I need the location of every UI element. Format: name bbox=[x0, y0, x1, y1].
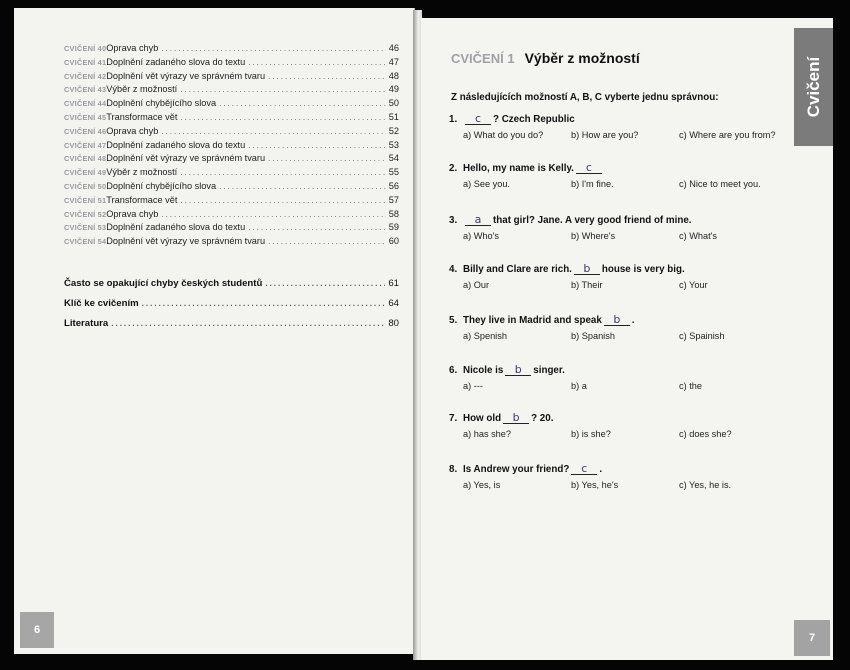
option-a: a) What do you do? bbox=[463, 130, 544, 140]
question-item bbox=[449, 264, 789, 296]
question-after: singer. bbox=[533, 365, 565, 376]
toc-row bbox=[64, 43, 399, 57]
answer-options bbox=[449, 130, 789, 146]
toc-title: Doplnění zadaného slova do textu bbox=[106, 56, 246, 67]
toc-leader-dots bbox=[268, 154, 386, 163]
toc-exercise-number: CVIČENÍ 53 bbox=[64, 223, 107, 233]
toc-row bbox=[64, 71, 399, 85]
toc-section-row bbox=[64, 278, 399, 298]
option-a: a) Spenish bbox=[463, 331, 507, 341]
toc-page: 53 bbox=[388, 139, 399, 150]
question-item bbox=[449, 215, 789, 247]
toc-page: 52 bbox=[388, 125, 399, 136]
toc-title: Doplnění chybějícího slova bbox=[106, 180, 217, 191]
option-c: c) Spainish bbox=[679, 331, 725, 341]
handwritten-answer: c bbox=[571, 464, 597, 475]
toc-row bbox=[64, 209, 399, 223]
toc-section-row bbox=[64, 298, 399, 318]
handwritten-answer: c bbox=[465, 114, 491, 125]
handwritten-answer: b bbox=[574, 264, 600, 275]
toc-page: 51 bbox=[388, 111, 399, 122]
toc-leader-dots bbox=[161, 210, 385, 219]
page-number-right: 7 bbox=[794, 620, 830, 656]
option-c: c) does she? bbox=[679, 429, 732, 439]
toc-exercise-number: CVIČENÍ 41 bbox=[64, 57, 107, 67]
toc-row bbox=[64, 84, 399, 98]
question-after: . bbox=[631, 315, 635, 326]
exercise-title: Výběr z možností bbox=[524, 50, 640, 66]
question-text bbox=[449, 315, 789, 326]
table-of-contents-sections bbox=[64, 278, 399, 338]
toc-row bbox=[64, 153, 399, 167]
toc-section-title: Literatura bbox=[64, 318, 109, 329]
toc-exercise-number: CVIČENÍ 47 bbox=[64, 140, 107, 150]
option-a: a) --- bbox=[463, 381, 483, 391]
exercise-instruction: Z následujících možností A, B, C vyberte jednu správnou: bbox=[451, 92, 719, 103]
toc-section-title: Často se opakující chyby českých studentů bbox=[64, 278, 263, 289]
toc-leader-dots bbox=[219, 99, 386, 108]
toc-exercise-number: CVIČENÍ 44 bbox=[64, 99, 107, 109]
option-b: b) Yes, he's bbox=[571, 480, 619, 490]
handwritten-answer: a bbox=[465, 215, 491, 226]
question-after: ? 20. bbox=[531, 413, 554, 424]
toc-page: 48 bbox=[388, 70, 399, 81]
toc-exercise-number: CVIČENÍ 40 bbox=[64, 44, 107, 53]
question-item bbox=[449, 315, 789, 347]
toc-page: 49 bbox=[388, 84, 399, 95]
option-b: b) Where's bbox=[571, 231, 616, 241]
toc-section-page: 61 bbox=[388, 278, 399, 289]
question-text bbox=[449, 365, 789, 376]
side-tab-label: Cvičení bbox=[803, 56, 823, 118]
toc-leader-dots bbox=[265, 279, 385, 288]
question-item bbox=[449, 163, 789, 195]
toc-exercise-number: CVIČENÍ 51 bbox=[64, 195, 107, 205]
toc-leader-dots bbox=[180, 196, 385, 205]
toc-page: 57 bbox=[388, 194, 399, 205]
question-after: that girl? Jane. A very good friend of mine. bbox=[493, 215, 692, 226]
answer-options bbox=[449, 179, 789, 195]
answer-options bbox=[449, 480, 789, 496]
question-after: ? Czech Republic bbox=[493, 114, 575, 125]
toc-leader-dots bbox=[161, 44, 385, 53]
toc-leader-dots bbox=[268, 237, 386, 246]
handwritten-answer: c bbox=[576, 163, 602, 174]
toc-leader-dots bbox=[111, 319, 385, 328]
question-number: 5. bbox=[449, 315, 458, 326]
section-side-tab bbox=[794, 28, 833, 146]
question-item bbox=[449, 464, 789, 496]
toc-page: 50 bbox=[388, 98, 399, 109]
option-c: c) Your bbox=[679, 280, 708, 290]
question-before: Hello, my name is Kelly. bbox=[463, 163, 574, 174]
toc-section-row bbox=[64, 318, 399, 338]
option-c: c) Where are you from? bbox=[679, 130, 776, 140]
toc-section-page: 64 bbox=[388, 298, 399, 309]
option-b: b) Spanish bbox=[571, 331, 615, 341]
question-after: house is very big. bbox=[601, 264, 685, 275]
toc-leader-dots bbox=[180, 85, 386, 94]
question-item bbox=[449, 114, 789, 146]
toc-leader-dots bbox=[142, 299, 386, 308]
toc-title: Doplnění zadaného slova do textu bbox=[106, 139, 246, 150]
toc-title: Výběr z možností bbox=[106, 84, 178, 95]
question-number: 7. bbox=[449, 413, 458, 424]
toc-exercise-number: CVIČENÍ 46 bbox=[64, 126, 107, 136]
toc-leader-dots bbox=[248, 58, 386, 67]
question-text bbox=[449, 464, 789, 475]
right-page bbox=[421, 18, 833, 660]
toc-page: 54 bbox=[388, 153, 399, 164]
toc-row bbox=[64, 195, 399, 209]
option-b: b) How are you? bbox=[571, 130, 639, 140]
question-number: 8. bbox=[449, 464, 458, 475]
answer-options bbox=[449, 280, 789, 296]
toc-row bbox=[64, 236, 399, 250]
toc-row bbox=[64, 98, 399, 112]
toc-leader-dots bbox=[180, 113, 385, 122]
answer-options bbox=[449, 381, 789, 397]
option-a: a) has she? bbox=[463, 429, 512, 439]
toc-exercise-number: CVIČENÍ 52 bbox=[64, 209, 107, 219]
toc-page: 46 bbox=[388, 43, 399, 53]
option-c: c) Nice to meet you. bbox=[679, 179, 761, 189]
question-number: 4. bbox=[449, 264, 458, 275]
toc-title: Oprava chyb bbox=[106, 43, 159, 53]
toc-page: 58 bbox=[388, 208, 399, 219]
toc-exercise-number: CVIČENÍ 49 bbox=[64, 168, 107, 178]
question-text bbox=[449, 114, 789, 125]
toc-exercise-number: CVIČENÍ 42 bbox=[64, 71, 107, 81]
question-text bbox=[449, 413, 789, 424]
table-of-contents bbox=[64, 43, 399, 250]
toc-exercise-number: CVIČENÍ 50 bbox=[64, 181, 107, 191]
question-text bbox=[449, 215, 789, 226]
toc-title: Doplnění vět výrazy ve správném tvaru bbox=[106, 70, 266, 81]
option-b: b) I'm fine. bbox=[571, 179, 614, 189]
option-a: a) Who's bbox=[463, 231, 499, 241]
toc-leader-dots bbox=[268, 72, 386, 81]
answer-options bbox=[449, 429, 789, 445]
question-before: They live in Madrid and speak bbox=[463, 315, 602, 326]
question-before: How old bbox=[463, 413, 502, 424]
toc-exercise-number: CVIČENÍ 54 bbox=[64, 237, 107, 247]
toc-section-title: Klíč ke cvičením bbox=[64, 298, 139, 309]
question-before: Billy and Clare are rich. bbox=[463, 264, 572, 275]
toc-row bbox=[64, 140, 399, 154]
toc-title: Výběr z možností bbox=[106, 167, 178, 178]
left-page bbox=[14, 8, 415, 654]
toc-leader-dots bbox=[161, 127, 385, 136]
question-number: 6. bbox=[449, 365, 458, 376]
toc-leader-dots bbox=[180, 168, 386, 177]
toc-leader-dots bbox=[219, 182, 386, 191]
handwritten-answer: b bbox=[604, 315, 630, 326]
toc-title: Doplnění vět výrazy ve správném tvaru bbox=[106, 153, 266, 164]
toc-title: Oprava chyb bbox=[106, 208, 159, 219]
option-a: a) See you. bbox=[463, 179, 510, 189]
option-c: c) Yes, he is. bbox=[679, 480, 732, 490]
question-before: Nicole is bbox=[463, 365, 504, 376]
question-item bbox=[449, 413, 789, 445]
option-c: c) the bbox=[679, 381, 702, 391]
option-a: a) Yes, is bbox=[463, 480, 501, 490]
toc-title: Doplnění vět výrazy ve správném tvaru bbox=[106, 236, 266, 247]
toc-exercise-number: CVIČENÍ 48 bbox=[64, 154, 107, 164]
toc-row bbox=[64, 222, 399, 236]
question-number: 1. bbox=[449, 114, 458, 125]
toc-title: Transformace vět bbox=[106, 194, 178, 205]
question-text bbox=[449, 264, 789, 275]
question-before: Is Andrew your friend? bbox=[463, 464, 570, 475]
toc-title: Transformace vět bbox=[106, 111, 178, 122]
option-c: c) What's bbox=[679, 231, 717, 241]
toc-title: Doplnění zadaného slova do textu bbox=[106, 222, 246, 233]
question-number: 3. bbox=[449, 215, 458, 226]
toc-title: Oprava chyb bbox=[106, 125, 159, 136]
option-a: a) Our bbox=[463, 280, 490, 290]
toc-page: 59 bbox=[388, 222, 399, 233]
toc-page: 56 bbox=[388, 180, 399, 191]
handwritten-answer: b bbox=[503, 413, 529, 424]
answer-options bbox=[449, 231, 789, 247]
option-b: b) a bbox=[571, 381, 587, 391]
toc-exercise-number: CVIČENÍ 45 bbox=[64, 112, 107, 122]
answer-options bbox=[449, 331, 789, 347]
toc-row bbox=[64, 181, 399, 195]
toc-exercise-number: CVIČENÍ 43 bbox=[64, 85, 107, 95]
question-item bbox=[449, 365, 789, 397]
question-text bbox=[449, 163, 789, 174]
page-number-left: 6 bbox=[20, 612, 54, 648]
toc-leader-dots bbox=[248, 223, 386, 232]
question-after: . bbox=[599, 464, 603, 475]
toc-row bbox=[64, 112, 399, 126]
toc-page: 47 bbox=[388, 56, 399, 67]
toc-section-page: 80 bbox=[388, 318, 399, 329]
toc-row bbox=[64, 126, 399, 140]
toc-page: 60 bbox=[388, 236, 399, 247]
exercise-number: CVIČENÍ 1 bbox=[451, 51, 515, 66]
handwritten-answer: b bbox=[505, 365, 531, 376]
toc-page: 55 bbox=[388, 167, 399, 178]
toc-row bbox=[64, 167, 399, 181]
question-number: 2. bbox=[449, 163, 458, 174]
exercise-heading bbox=[451, 50, 640, 66]
toc-leader-dots bbox=[248, 141, 386, 150]
toc-title: Doplnění chybějícího slova bbox=[106, 98, 217, 109]
option-b: b) Their bbox=[571, 280, 603, 290]
option-b: b) is she? bbox=[571, 429, 611, 439]
toc-row bbox=[64, 57, 399, 71]
